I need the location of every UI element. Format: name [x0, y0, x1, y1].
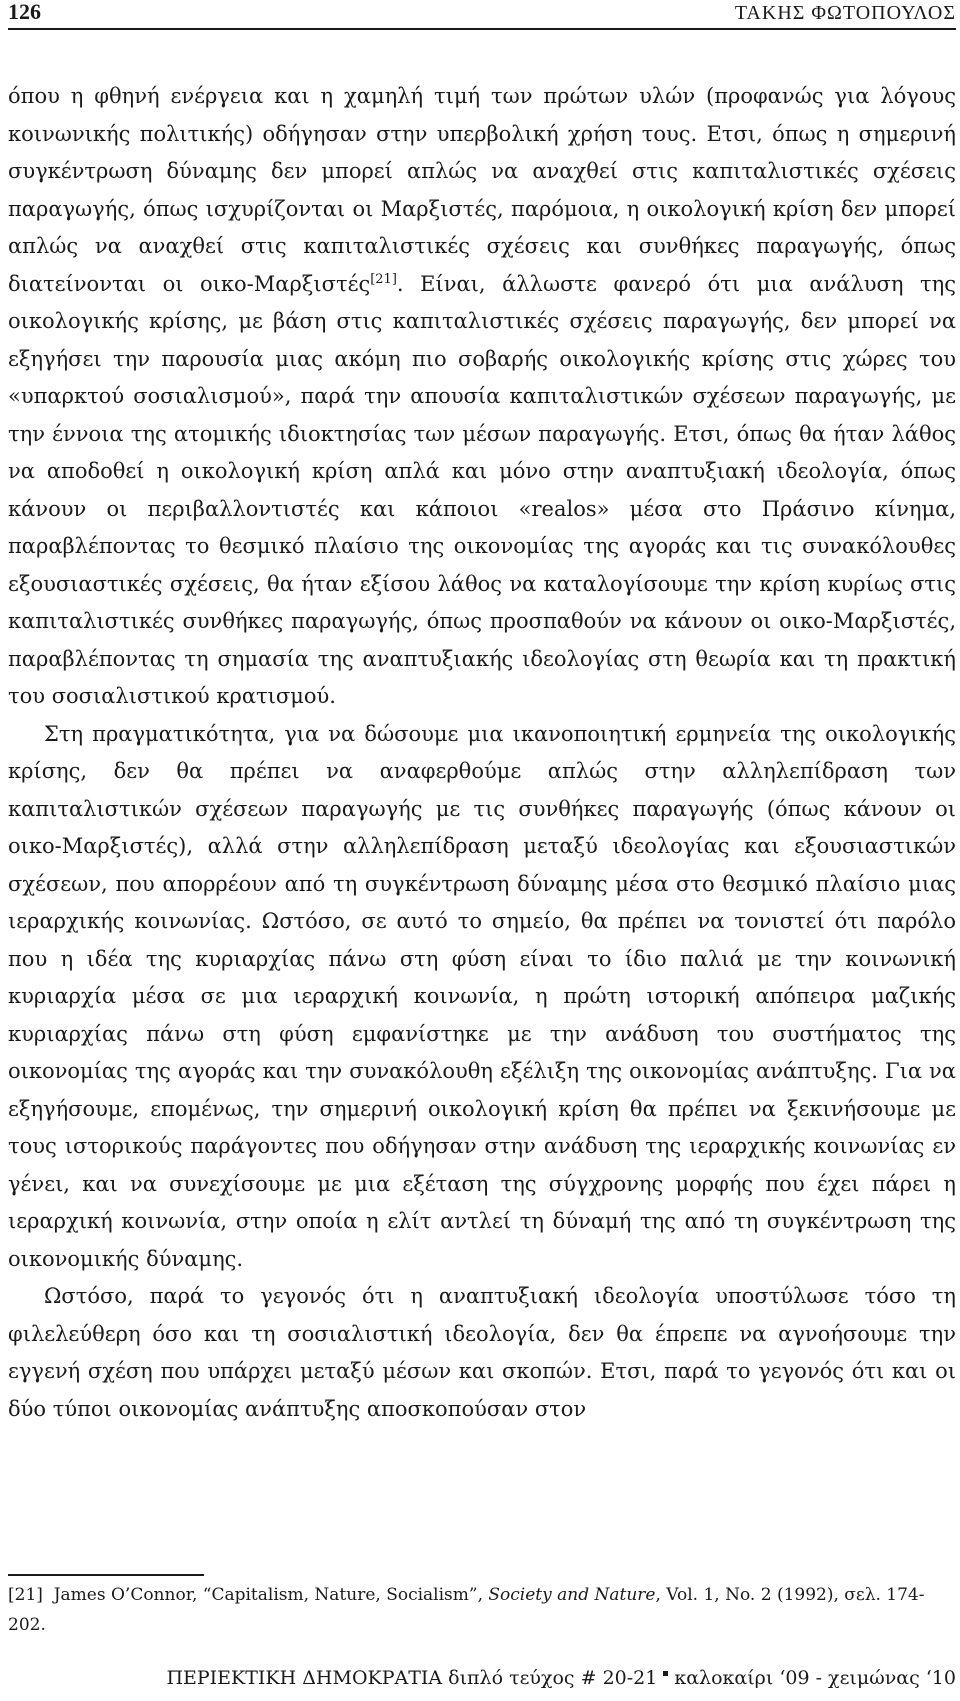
body-text — [8, 78, 956, 1428]
footnote-journal: Society and Nature — [488, 1585, 656, 1605]
running-header-author: ΤΑΚΗΣ ΦΩΤΟΠΟΥΛΟΣ — [734, 2, 956, 24]
document-page — [8, 0, 956, 1701]
footnote-citation: James O’Connor, “Capitalism, Nature, Socialism”, — [53, 1585, 483, 1605]
footer-season: καλοκαίρι ‘09 - χειμώνας ‘10 — [674, 1667, 956, 1689]
bullet-separator-icon — [663, 1671, 668, 1676]
paragraph-text: . Είναι, άλλωστε φανερό ότι μια ανάλυση της οικολογικής κρίσης, με βάση στις καπιταλιστικές σχέσεις παραγωγής, δεν μπορεί να εξηγήσει την παρουσία μιας ακόμη πιο σοβαρής οικολογικής κρίσης στις χώρες του «υπαρκτού σοσιαλισμού», παρά την απουσία καπιταλιστικών σχέσεων παραγωγής, με την έννοια της ατομικής ιδιοκτησίας των μέσων παραγωγής. Ετσι, όπως θα ήταν λάθος να αποδοθεί η οικολογική κρίση απλά και μόνο στην αναπτυξιακή ιδεολογία, όπως κάνουν οι περιβαλλοντιστές και κάποιοι «realos» μέσα στο Πράσινο κίνημα, παραβλέποντας το θεσμικό πλαίσιο της οικονομίας της αγοράς και τις συνακόλουθες εξουσιαστικές σχέσεις, θα ήταν εξίσου λάθος να καταλογίσουμε την κρίση κυρίως στις καπιταλιστικές συνθήκες παραγωγής, όπως προσπαθούν να κάνουν οι οικο-Μαρξιστές, παραβλέποντας τη σημασία της αναπτυξιακής ιδεολογίας στη θεωρία και τη πρακτική του σοσιαλιστικού κρατισμού. — [8, 271, 956, 708]
footer-journal-info: ΠΕΡΙΕΚΤΙΚΗ ΔΗΜΟΚΡΑΤΙΑ διπλό τεύχος # 20-21 — [166, 1667, 658, 1689]
footnote-details: , Vol. 1, No. 2 (1992), σελ. 174-202. — [8, 1585, 925, 1635]
paragraph: Ωστόσο, παρά το γεγονός ότι η αναπτυξιακή ιδεολογία υποστύλωσε τόσο τη φιλελεύθερη όσο και τη σοσιαλιστική ιδεολογία, δεν θα έπρεπε να αγνοήσουμε την εγγενή σχέση που υπάρχει μεταξύ μέσων και σκοπών. Ετσι, παρά το γεγονός ότι και οι δύο τύποι οικονομίας ανάπτυξης αποσκοπούσαν στον — [8, 1284, 956, 1421]
footnote-number: [21] — [8, 1585, 43, 1605]
paragraph: Στη πραγματικότητα, για να δώσουμε μια ικανοποιητική ερμηνεία της οικολογικής κρίσης, δεν θα πρέπει να αναφερθούμε απλώς στην αλληλεπίδραση των καπιταλιστικών σχέσεων παραγωγής με τις συνθήκες παραγωγής (όπως κάνουν οι οικο-Μαρξιστές), αλλά στην αλληλεπίδραση μεταξύ ιδεολογίας και εξουσιαστικών σχέσεων, που απορρέουν από τη συγκέντρωση δύναμης μέσα στο θεσμικό πλαίσιο μιας ιεραρχικής κοινωνίας. Ωστόσο, σε αυτό το σημείο, θα πρέπει να τονιστεί ότι παρόλο που η ιδέα της κυριαρχίας πάνω στη φύση είναι το ίδιο παλιά με την κοινωνική κυριαρχία μέσα σε μια ιεραρχική κοινωνία, η πρώτη ιστορική απόπειρα μαζικής κυριαρχίας πάνω στη φύση εμφανίστηκε με την ανάδυση του συστήματος της οικονομίας της αγοράς και την συνακόλουθη εξέλιξη της οικονομίας ανάπτυξης. Για να εξηγήσουμε, επομένως, την σημερινή οικολογική κρίση θα πρέπει να ξεκινήσουμε με τους ιστορικούς παράγοντες που οδήγησαν στην ανάδυση της ιεραρχικής κοινωνίας εν γένει, και να συνεχίσουμε με μια εξέταση της σύγχρονης μορφής που έχει πάρει η ιεραρχική κοινωνία, στην οποία η ελίτ αντλεί τη δύναμή της από τη συγκέντρωση της οικονομικής δύναμης. — [8, 721, 956, 1271]
paragraph — [8, 78, 956, 716]
paragraph-text: όπου η φθηνή ενέργεια και η χαμηλή τιμή των πρώτων υλών (προφανώς για λόγους κοινωνικής πολιτικής) οδήγησαν στην υπερβολική χρήση τους. Ετσι, όπως η σημερινή συγκέντρωση δύναμης δεν μπορεί απλώς να αναχθεί στις καπιταλιστικές σχέσεις παραγωγής, όπως ισχυρίζονται οι Μαρξιστές, παρόμοια, η οικολογική κρίση δεν μπορεί απλώς να αναχθεί στις καπιταλιστικές σχέσεις και συνθήκες παραγωγής, όπως διατείνονται οι οικο-Μαρξιστές — [8, 84, 956, 296]
page-number: 126 — [8, 0, 41, 24]
footnote-reference[interactable]: [21] — [370, 271, 397, 287]
running-header — [8, 0, 956, 30]
running-footer — [166, 1666, 956, 1690]
footnote-divider — [8, 1574, 204, 1576]
footnote — [8, 1580, 956, 1640]
